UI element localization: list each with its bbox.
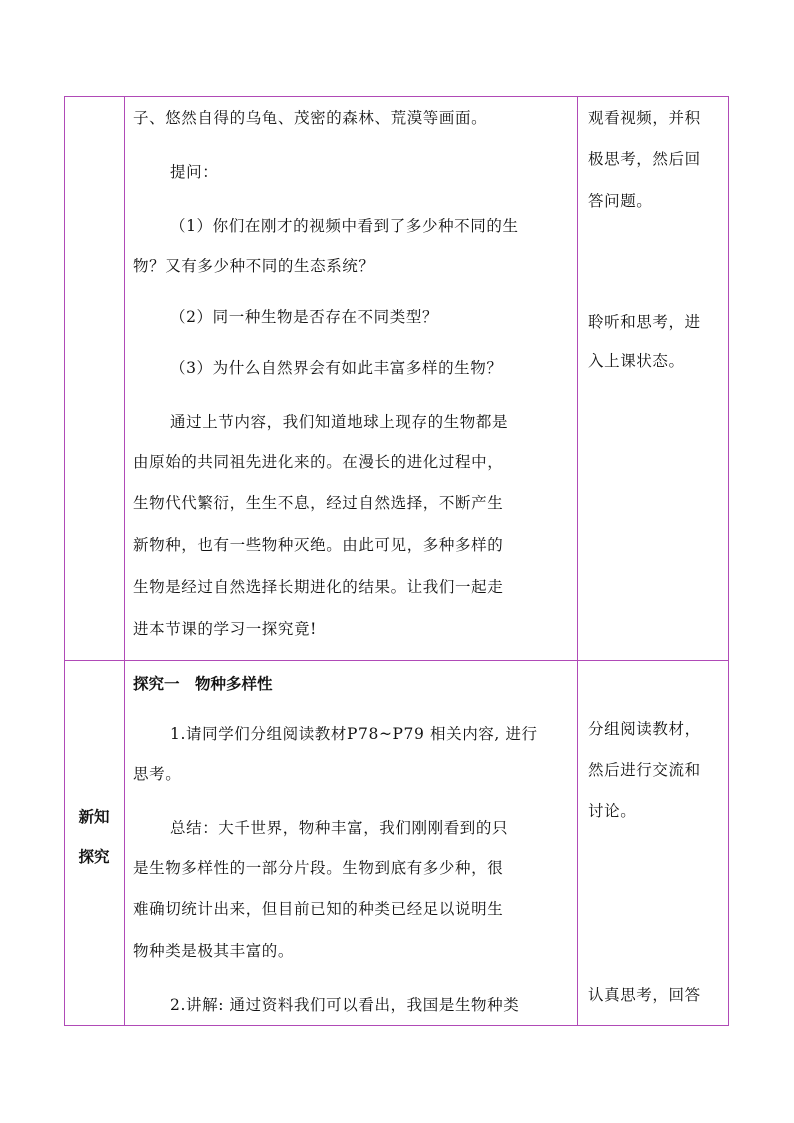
paragraph-line: 是生物多样性的一部分片段。生物到底有多少种，很 bbox=[133, 859, 504, 877]
paragraph-line: 子、悠然自得的乌龟、茂密的森林、荒漠等画面。 bbox=[133, 109, 488, 127]
paragraph-line: 新物种，也有一些物种灭绝。由此可见，多种多样的 bbox=[133, 536, 504, 554]
student-line: 答问题。 bbox=[588, 192, 653, 210]
student-line: 讨论。 bbox=[588, 802, 637, 820]
student-line: 认真思考，回答 bbox=[588, 986, 701, 1004]
student-activity-cell bbox=[577, 97, 728, 661]
paragraph-line: 通过上节内容，我们知道地球上现存的生物都是 bbox=[170, 413, 509, 431]
student-line: 观看视频，并积 bbox=[588, 109, 701, 127]
student-line: 然后进行交流和 bbox=[588, 761, 701, 779]
paragraph-line: 物？又有多少种不同的生态系统？ bbox=[133, 257, 375, 275]
section-heading: 探究一 物种多样性 bbox=[133, 675, 273, 693]
paragraph-line: 生物是经过自然选择长期进化的结果。让我们一起走 bbox=[133, 578, 504, 596]
paragraph-line: 1.请同学们分组阅读教材P78~P79 相关内容, 进行 bbox=[170, 725, 538, 743]
paragraph-line: 由原始的共同祖先进化来的。在漫长的进化过程中， bbox=[133, 453, 504, 471]
paragraph-line: （1）你们在刚才的视频中看到了多少种不同的生 bbox=[170, 217, 519, 235]
stage-label: 新知 bbox=[78, 808, 110, 826]
student-line: 极思考，然后回 bbox=[588, 150, 701, 168]
paragraph-line: 物种类是极其丰富的。 bbox=[133, 942, 295, 960]
paragraph-line: 总结：大千世界，物种丰富，我们刚刚看到的只 bbox=[170, 819, 509, 837]
stage-label: 探究 bbox=[78, 848, 110, 866]
paragraph-line: 思考。 bbox=[133, 765, 182, 783]
paragraph-line: 2.讲解: 通过资料我们可以看出，我国是生物种类 bbox=[170, 996, 520, 1014]
student-line: 入上课状态。 bbox=[588, 352, 685, 370]
paragraph-line: 进本节课的学习一探究竟! bbox=[133, 620, 317, 638]
student-line: 聆听和思考，进 bbox=[588, 313, 701, 331]
paragraph-line: （3）为什么自然界会有如此丰富多样的生物？ bbox=[170, 359, 503, 377]
paragraph-line: （2）同一种生物是否存在不同类型？ bbox=[170, 308, 439, 326]
paragraph-line: 难确切统计出来，但目前已知的种类已经足以说明生 bbox=[133, 900, 504, 918]
paragraph-line: 生物代代繁衍，生生不息，经过自然选择，不断产生 bbox=[133, 494, 504, 512]
stage-cell bbox=[65, 97, 125, 661]
student-line: 分组阅读教材， bbox=[588, 720, 701, 738]
paragraph-line: 提问： bbox=[170, 163, 219, 181]
